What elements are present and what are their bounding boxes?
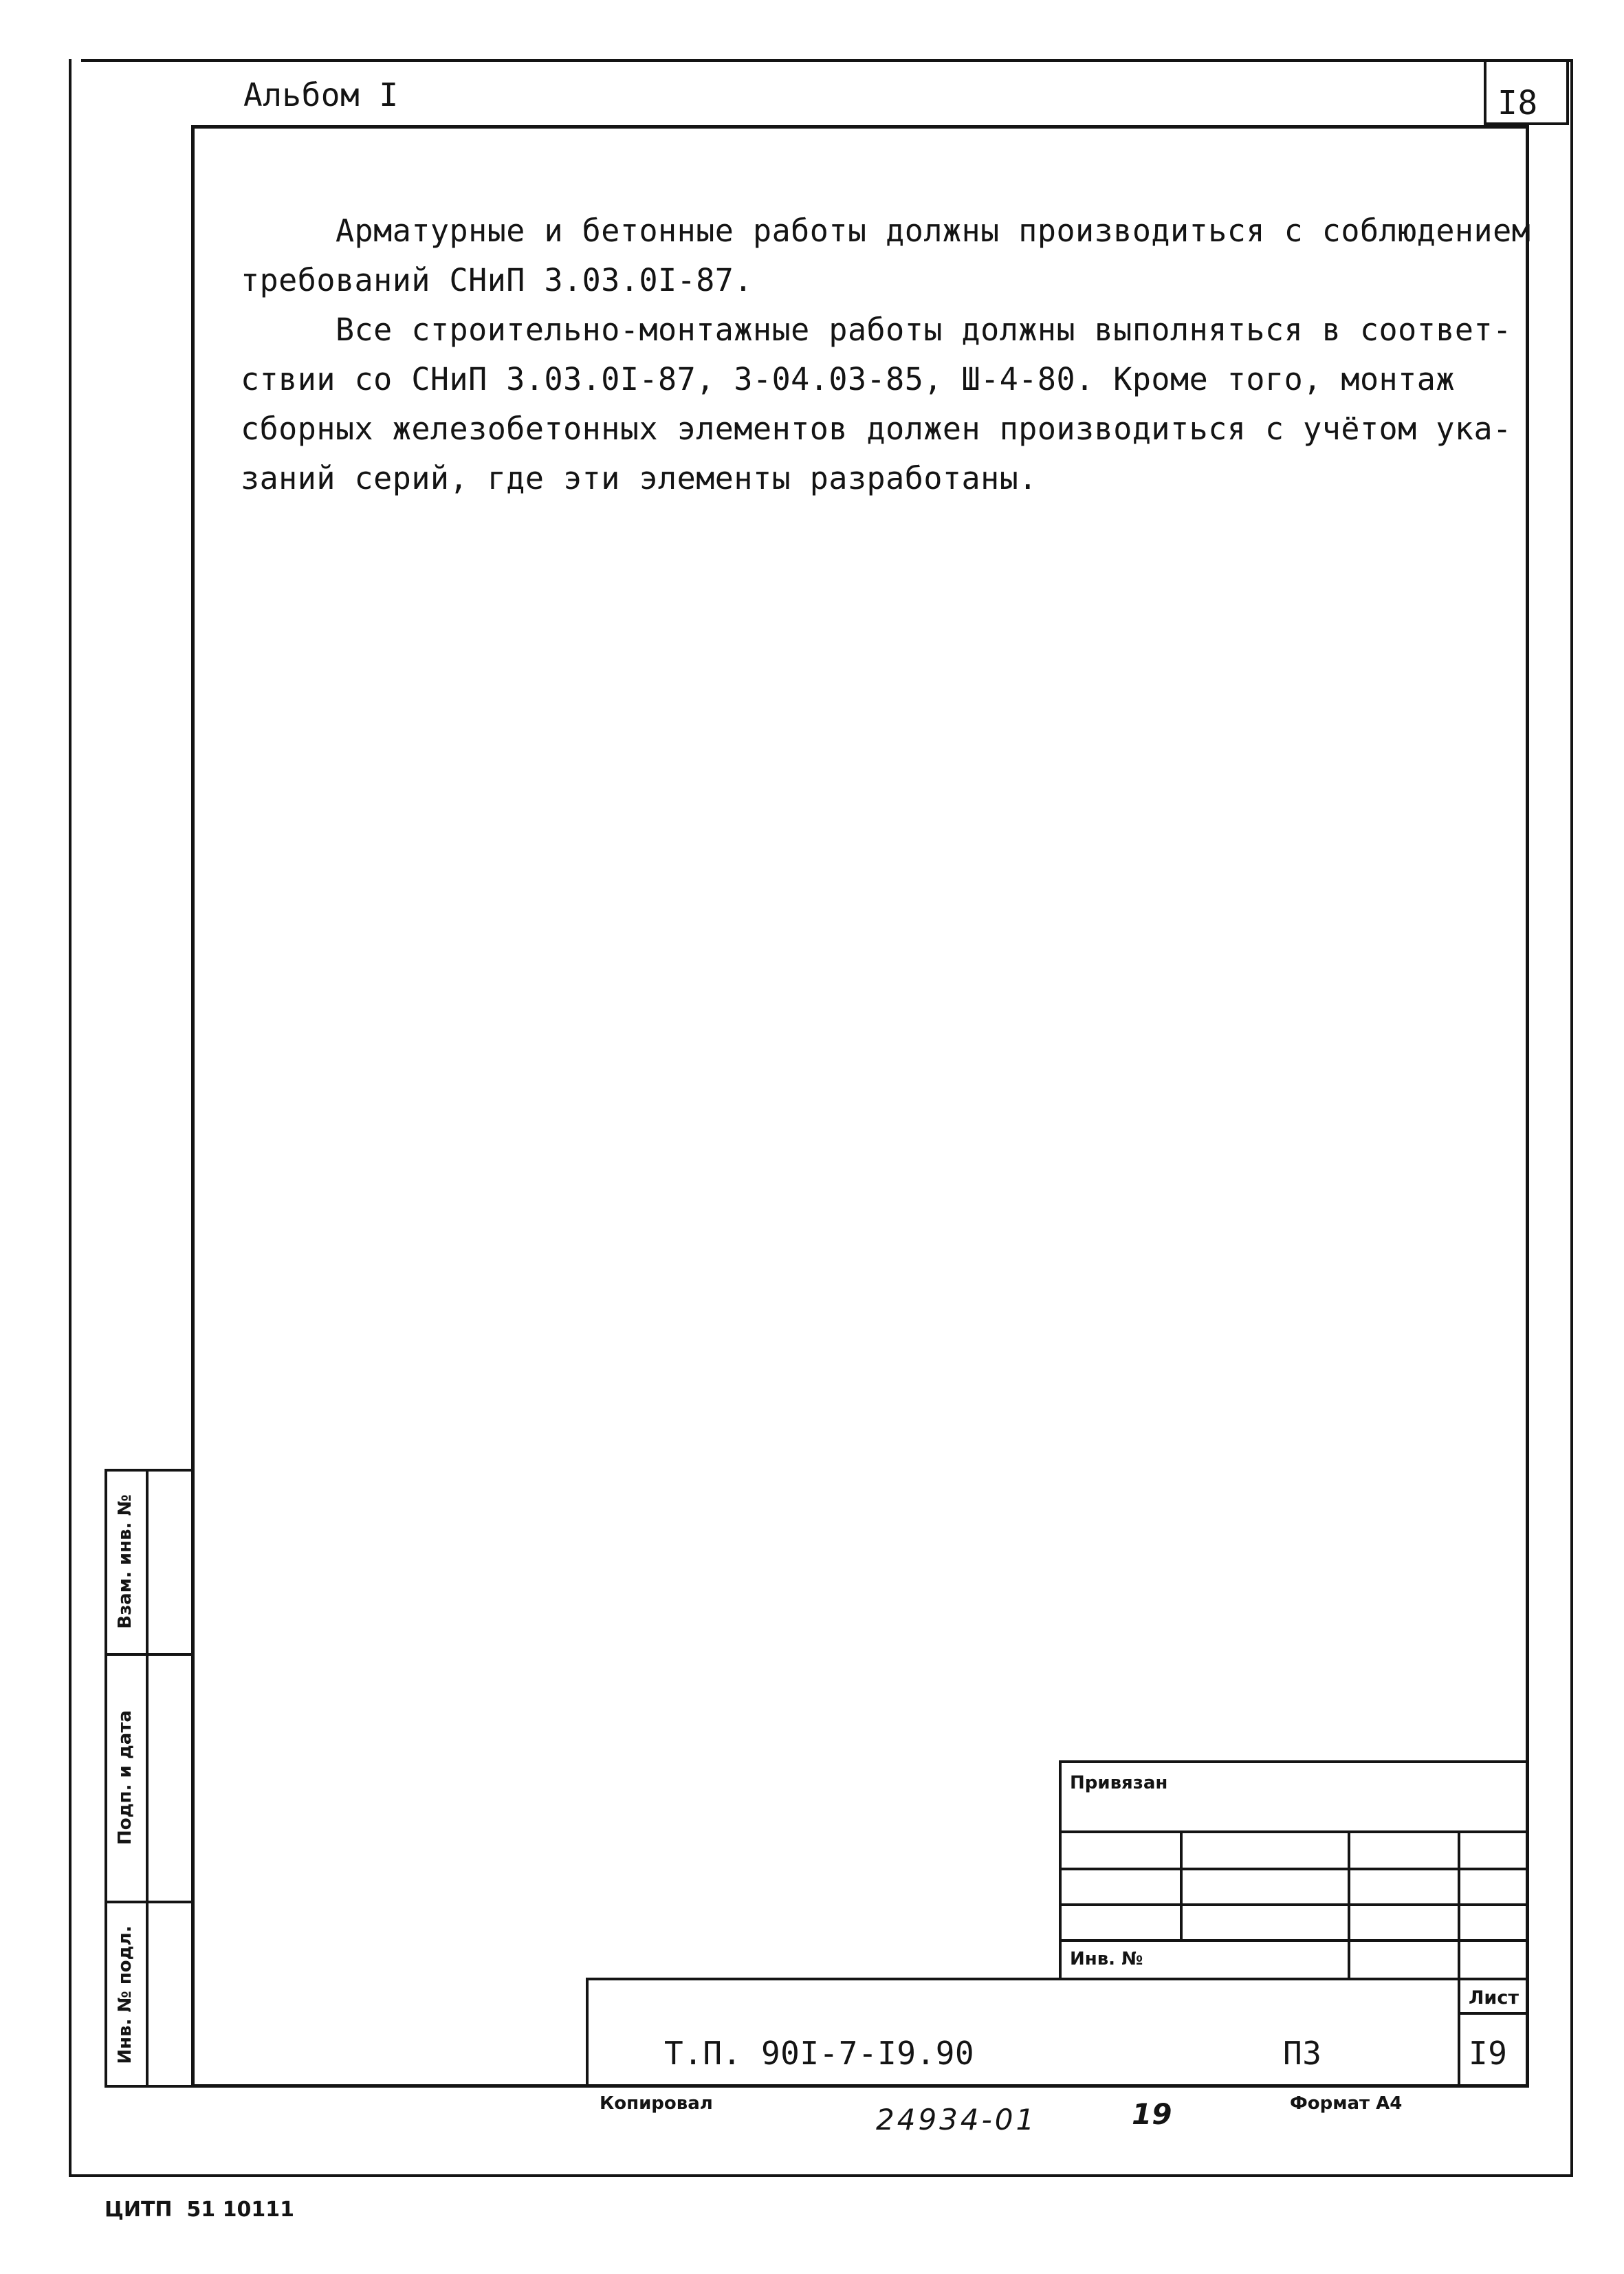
outer-frame-right xyxy=(1570,59,1573,2177)
binding-col-2 xyxy=(1348,1830,1350,1980)
sheet-label: Лист xyxy=(1469,1987,1519,2009)
order-number: 24934-01 xyxy=(876,2103,1038,2136)
side-stamp-row-1 xyxy=(105,1653,194,1656)
body-line: ствии со СНиП 3.03.0I-87, 3-04.03-85, Ш-4-80. Кроме того, монтаж xyxy=(241,361,1455,397)
album-label: Альбом I xyxy=(243,76,399,113)
body-line: Все строительно-монтажные работы должны выполняться в соответ- xyxy=(241,311,1512,348)
page-number: I8 xyxy=(1497,84,1538,122)
outer-frame-left xyxy=(69,59,72,2177)
side-stamp-podp-label: Подп. и дата xyxy=(115,1710,135,1845)
copied-by-label: Копировал xyxy=(600,2093,713,2114)
format-label: Формат А4 xyxy=(1290,2093,1403,2114)
sheet-cell-left xyxy=(1458,1978,1460,2088)
order-sheet-number: 19 xyxy=(1132,2097,1172,2131)
section-code: ПЗ xyxy=(1283,2035,1322,2072)
body-text xyxy=(241,206,1530,503)
binding-col-3 xyxy=(1458,1830,1460,1980)
binding-col-1 xyxy=(1180,1830,1183,1939)
inv-number-label: Инв. № xyxy=(1070,1949,1143,1969)
side-stamp-vzam-label: Взам. инв. № xyxy=(115,1494,135,1629)
body-line: требований СНиП 3.03.0I-87. xyxy=(241,262,753,298)
binding-table-title: Привязан xyxy=(1070,1773,1168,1793)
printer-code: ЦИТП 51 10111 xyxy=(105,2198,294,2222)
body-line: сборных железобетонных элементов должен производиться с учётом ука- xyxy=(241,411,1512,447)
side-stamp-inv-label: Инв. № подл. xyxy=(115,1925,135,2064)
sheet-number: I9 xyxy=(1469,2035,1508,2072)
document-code: Т.П. 90I-7-I9.90 xyxy=(664,2035,975,2072)
side-stamp-divider xyxy=(146,1469,149,2088)
outer-frame-bottom xyxy=(69,2174,1573,2177)
body-line: Арматурные и бетонные работы должны производиться с соблюдением xyxy=(241,212,1531,249)
body-line: заний серий, где эти элементы разработаны. xyxy=(241,460,1038,496)
sheet-cell-divider xyxy=(1458,2012,1529,2015)
outer-frame-top xyxy=(81,59,1572,62)
